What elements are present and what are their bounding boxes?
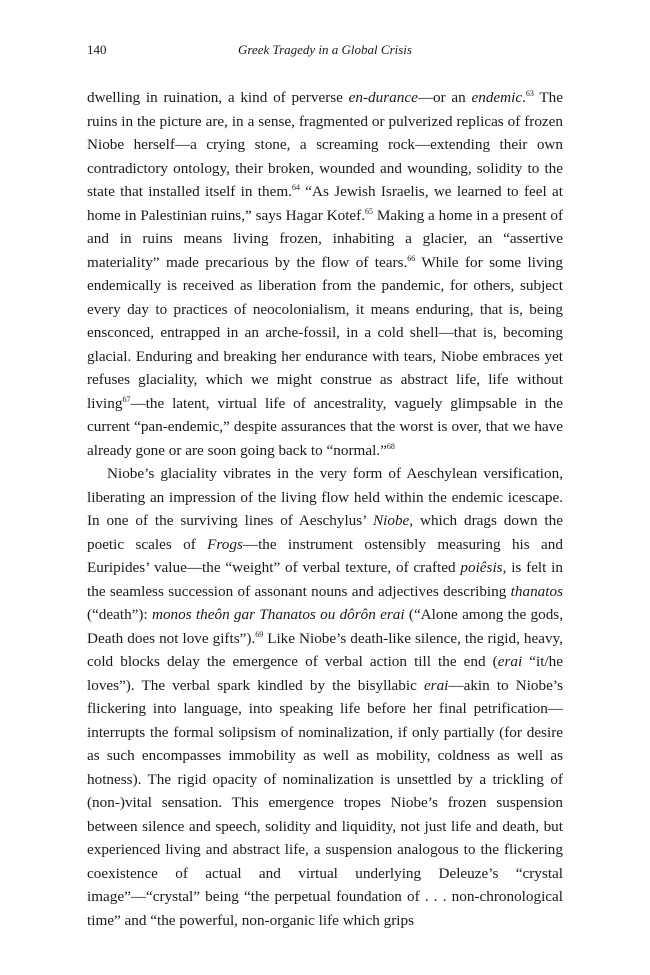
italic-text: poiêsis [460, 559, 503, 576]
text-run: The ruins in the picture are, in a sense, fragmented or pulverized replicas of frozen Niobe herself—a crying stone, a screaming rock—extending their own contradictory ontology, their broken, wounded and wounding, solidity to the state that installed itself in them. [87, 89, 563, 200]
footnote-marker: 68 [386, 441, 395, 451]
text-run: —akin to Niobe’s flickering into language, into speaking life before her final petrification—interrupts the formal solipsism of nominalization, if only partially (for desire as such encompasses immobility as well as mobility, coldness as well as hotness). The rigid opacity of nominalization is unsettled by a trickling of (non-)vital sensation. This emergence tropes Niobe’s frozen suspension between silence and speech, solidity and liquidity, not just life and death, but experienced living and abstract life, a suspension analogous to the flickering coexistence of actual and virtual underlying Deleuze’s “crystal image”—“crystal” being “the perpetual foundation of . . . non-chronological time” and “the powerful, non-organic life which grips [87, 676, 563, 929]
italic-text: erai [423, 676, 449, 694]
book-page [87, 42, 563, 932]
text-run: —the instrument ostensibly measuring his and Euripides’ value—the “weight” of verbal texture, of crafted [87, 535, 563, 576]
footnote-marker: 64 [291, 182, 300, 192]
italic-text: Niobe [373, 512, 410, 529]
italic-text: thanatos [510, 582, 563, 600]
footnote-marker: 69 [255, 629, 264, 639]
text-run: . [522, 89, 526, 106]
text-run: Making a home in a present of and in ruins means living frozen, inhabiting a glacier, an “assertive materiality” made precarious by the flow of tears. [87, 206, 564, 271]
running-head [87, 42, 563, 64]
footnote-marker: 65 [365, 206, 374, 216]
italic-text: Frogs [207, 535, 243, 553]
text-run: —the latent, virtual life of ancestrality, vaguely glimpsable in the current “pan-endemic,” despite assurances that the worst is over, that we have already gone or are soon going back to “normal.” [87, 394, 563, 459]
text-run: “As Jewish Israelis, we learned to feel at home in Palestinian ruins,” says Hagar Kotef. [87, 183, 563, 224]
text-run: While for some living endemically is received as liberation from the pandemic, for others, subject every day to practices of neocolonialism, it means enduring, that is, being ensconced, entrapped in an arche-fossil, in a cold shell—that is, becoming glacial. Enduring and breaking her endurance with tears, Niobe embraces yet refuses glaciality, which we might construe as abstract life, life without living [87, 253, 563, 412]
italic-text: monos theôn gar Thanatos ou dôrôn erai [151, 606, 405, 623]
text-run: —or an [417, 89, 472, 106]
body-paragraph-2 [87, 462, 563, 932]
italic-text: en-durance [348, 89, 418, 106]
text-run: , is felt in the seamless succession of assonant nouns and adjectives describing [87, 559, 563, 600]
footnote-marker: 66 [407, 253, 416, 263]
text-run: , which drags down the poetic scales of [87, 512, 563, 553]
italic-text: endemic [471, 89, 523, 106]
footnote-marker: 67 [122, 394, 131, 404]
text-run: dwelling in ruination, a kind of perverse [87, 89, 349, 106]
footnote-marker: 63 [525, 88, 534, 98]
text-run: (“Alone among the gods, Death does not love gifts”). [87, 606, 563, 647]
running-title: Greek Tragedy in a Global Crisis [238, 42, 412, 57]
text-run: (“death”): [87, 606, 152, 623]
text-run: “it/he loves”). The verbal spark kindled by the bisyllabic [87, 653, 563, 694]
text-run: Niobe’s glaciality vibrates in the very form of Aeschylean versification, liberating an impression of the living flow held within the endemic icescape. In one of the surviving lines of Aeschylus’ [87, 465, 563, 529]
body-paragraph-1 [87, 86, 563, 462]
italic-text: erai [497, 653, 523, 670]
page-number: 140 [87, 42, 107, 57]
text-run: Like Niobe’s death-like silence, the rigid, heavy, cold blocks delay the emergence of verbal action till the end ( [87, 629, 563, 670]
